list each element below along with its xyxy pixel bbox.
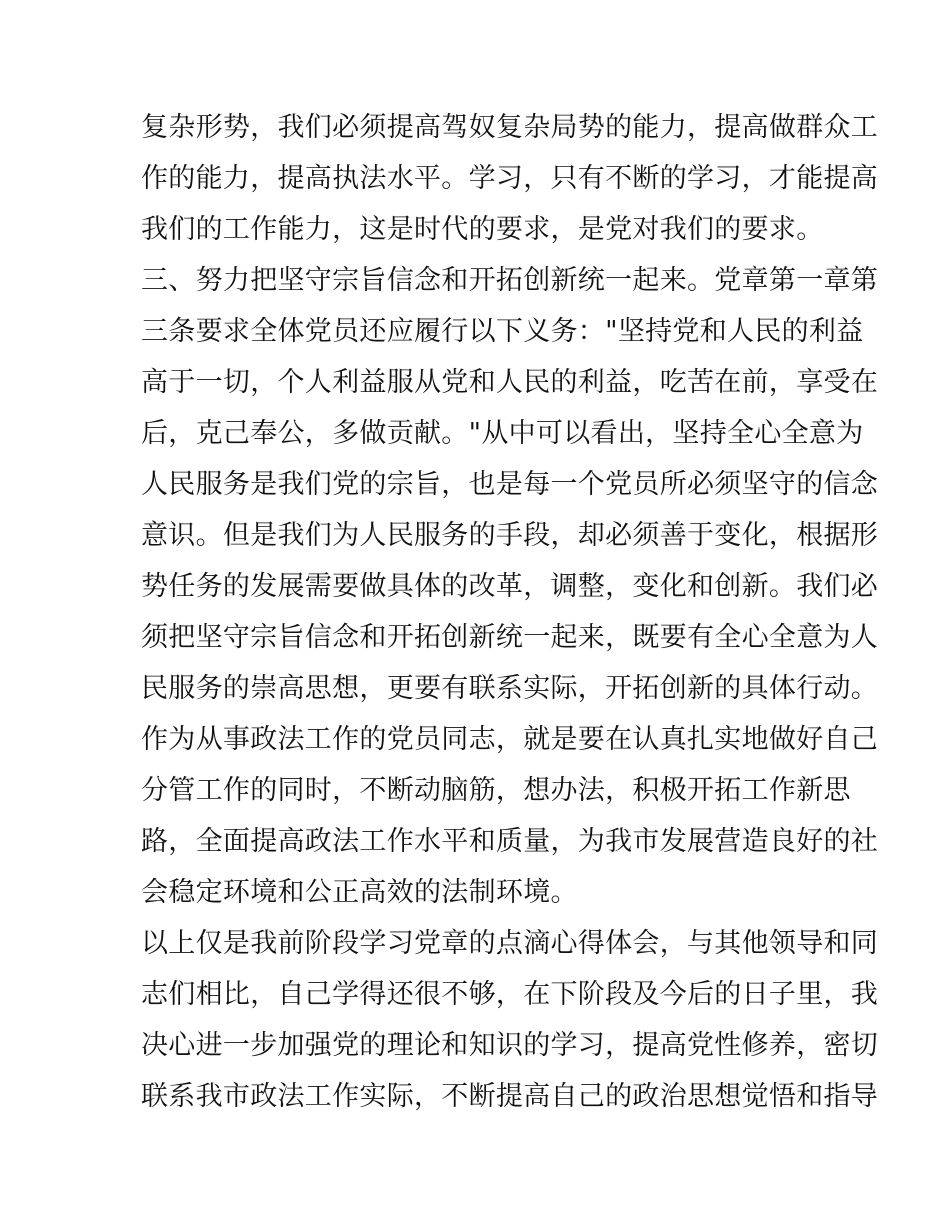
text-line: 后，克己奉公，多做贡献。"从中可以看出，坚持全心全意为 — [141, 418, 864, 449]
text-line: 决心进一步加强党的理论和知识的学习，提高党性修养，密切 — [141, 1030, 879, 1061]
text-line: 作的能力，提高执法水平。学习，只有不断的学习，才能提高 — [141, 163, 879, 194]
text-line: 会稳定环境和公正高效的法制环境。 — [141, 877, 578, 908]
text-line: 作为从事政法工作的党员同志，就是要在认真扎实地做好自己 — [141, 724, 879, 755]
text-line: 须把坚守宗旨信念和开拓创新统一起来，既要有全心全意为人 — [141, 622, 879, 653]
text-line: 意识。但是我们为人民服务的手段，却必须善于变化，根据形 — [141, 520, 879, 551]
text-line: 民服务的崇高思想，更要有联系实际，开拓创新的具体行动。 — [141, 673, 879, 704]
text-line: 高于一切，个人利益服从党和人民的利益，吃苦在前，享受在 — [141, 367, 879, 398]
text-line: 路，全面提高政法工作水平和质量，为我市发展营造良好的社 — [141, 826, 879, 857]
text-line: 人民服务是我们党的宗旨，也是每一个党员所必须坚守的信念 — [141, 469, 879, 500]
text-line: 分管工作的同时，不断动脑筋，想办法，积极开拓工作新思 — [141, 775, 851, 806]
text-line: 志们相比，自己学得还很不够，在下阶段及今后的日子里，我 — [141, 979, 879, 1010]
text-line: 三、努力把坚守宗旨信念和开拓创新统一起来。党章第一章第 — [141, 265, 879, 296]
text-line: 以上仅是我前阶段学习党章的点滴心得体会，与其他领导和同 — [141, 928, 879, 959]
text-line: 联系我市政法工作实际，不断提高自己的政治思想觉悟和指导 — [141, 1081, 879, 1112]
text-line: 我们的工作能力，这是时代的要求，是党对我们的要求。 — [141, 214, 824, 245]
text-line: 势任务的发展需要做具体的改革，调整，变化和创新。我们必 — [141, 571, 879, 602]
text-line: 三条要求全体党员还应履行以下义务："坚持党和人民的利益 — [141, 316, 864, 347]
text-line: 复杂形势，我们必须提高驾奴复杂局势的能力，提高做群众工 — [141, 112, 879, 143]
